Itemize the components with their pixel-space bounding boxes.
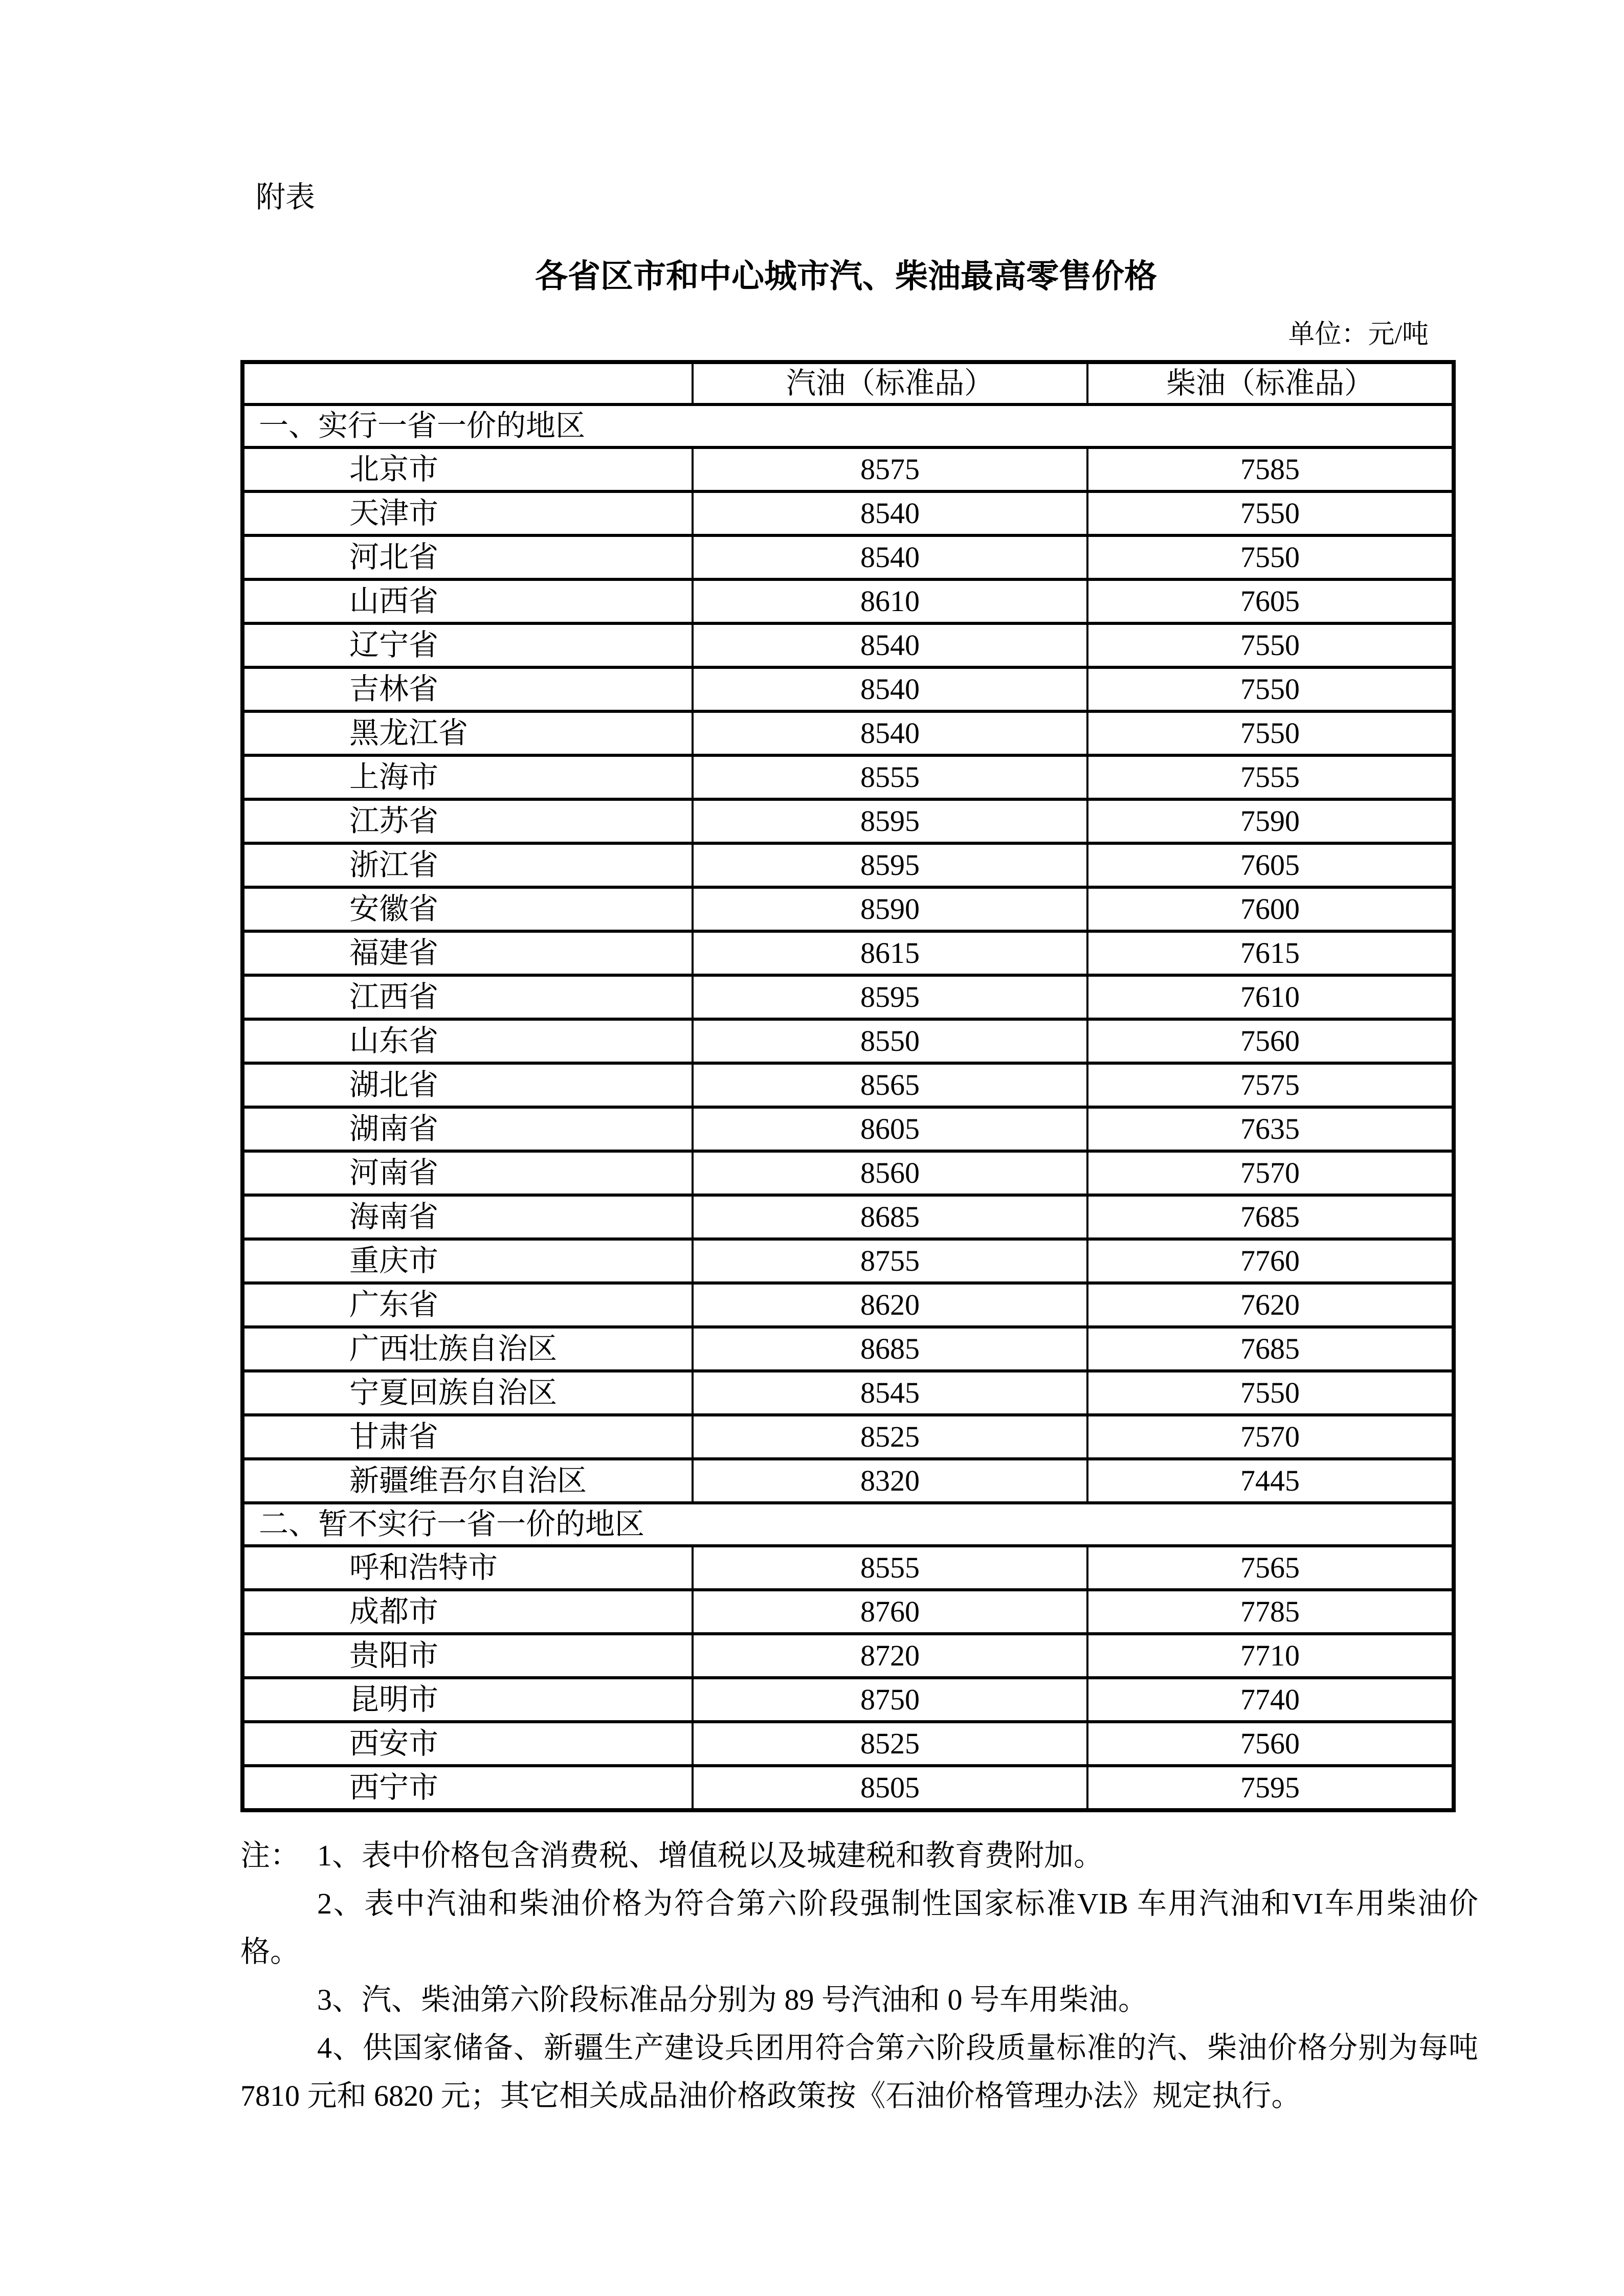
gasoline-price-cell: 8595 xyxy=(693,843,1087,887)
table-row xyxy=(242,1546,1454,1590)
region-cell: 福建省 xyxy=(242,931,693,975)
table-row xyxy=(242,1151,1454,1195)
diesel-price-cell: 7605 xyxy=(1087,843,1454,887)
gasoline-price-cell: 8605 xyxy=(693,1107,1087,1151)
note-item xyxy=(240,1832,1478,1880)
table-row xyxy=(242,1722,1454,1766)
notes-label: 注： xyxy=(240,1839,300,1872)
gasoline-price-cell: 8685 xyxy=(693,1327,1087,1371)
gasoline-price-cell: 8540 xyxy=(693,623,1087,667)
gasoline-price-cell: 8755 xyxy=(693,1239,1087,1283)
region-cell: 湖南省 xyxy=(242,1107,693,1151)
gasoline-price-cell: 8615 xyxy=(693,931,1087,975)
table-row xyxy=(242,623,1454,667)
table-row xyxy=(242,1239,1454,1283)
section-heading: 一、实行一省一价的地区 xyxy=(242,404,1454,447)
gasoline-price-cell: 8540 xyxy=(693,491,1087,535)
region-cell: 天津市 xyxy=(242,491,693,535)
gasoline-price-cell: 8550 xyxy=(693,1019,1087,1063)
gasoline-price-cell: 8540 xyxy=(693,667,1087,711)
diesel-price-cell: 7560 xyxy=(1087,1019,1454,1063)
diesel-price-cell: 7685 xyxy=(1087,1327,1454,1371)
gasoline-price-cell: 8565 xyxy=(693,1063,1087,1107)
diesel-price-cell: 7685 xyxy=(1087,1195,1454,1239)
diesel-price-cell: 7740 xyxy=(1087,1678,1454,1722)
diesel-price-cell: 7445 xyxy=(1087,1459,1454,1503)
table-row xyxy=(242,843,1454,887)
table-row xyxy=(242,1019,1454,1063)
region-cell: 成都市 xyxy=(242,1590,693,1634)
gasoline-price-cell: 8555 xyxy=(693,755,1087,799)
diesel-price-cell: 7595 xyxy=(1087,1766,1454,1810)
diesel-price-cell: 7550 xyxy=(1087,667,1454,711)
region-cell: 浙江省 xyxy=(242,843,693,887)
table-row xyxy=(242,1590,1454,1634)
table-row xyxy=(242,491,1454,535)
region-cell: 西安市 xyxy=(242,1722,693,1766)
attachment-label: 附表 xyxy=(256,181,316,214)
region-cell: 广西壮族自治区 xyxy=(242,1327,693,1371)
note-item: 3、汽、柴油第六阶段标准品分别为 89 号汽油和 0 号车用柴油。 xyxy=(317,1983,1148,2016)
diesel-price-cell: 7570 xyxy=(1087,1415,1454,1459)
region-cell: 广东省 xyxy=(242,1283,693,1327)
header-region-cell xyxy=(242,362,693,404)
notes-section xyxy=(240,1832,1478,2120)
diesel-price-cell: 7565 xyxy=(1087,1546,1454,1590)
diesel-price-cell: 7600 xyxy=(1087,887,1454,931)
region-cell: 海南省 xyxy=(242,1195,693,1239)
note-text: 1、表中价格包含消费税、增值税以及城建税和教育费附加。 xyxy=(317,1839,1104,1872)
gasoline-price-cell: 8560 xyxy=(693,1151,1087,1195)
diesel-price-cell: 7710 xyxy=(1087,1634,1454,1678)
diesel-price-cell: 7615 xyxy=(1087,931,1454,975)
table-row xyxy=(242,1678,1454,1722)
gasoline-price-cell: 8525 xyxy=(693,1415,1087,1459)
table-row xyxy=(242,711,1454,755)
region-cell: 河北省 xyxy=(242,535,693,579)
table-row xyxy=(242,1371,1454,1415)
header-diesel-cell: 柴油（标准品） xyxy=(1087,362,1454,404)
table-row xyxy=(242,799,1454,843)
gasoline-price-cell: 8610 xyxy=(693,579,1087,623)
diesel-price-cell: 7590 xyxy=(1087,799,1454,843)
table-row xyxy=(242,975,1454,1019)
diesel-price-cell: 7555 xyxy=(1087,755,1454,799)
section-heading: 二、暂不实行一省一价的地区 xyxy=(242,1503,1454,1546)
gasoline-price-cell: 8760 xyxy=(693,1590,1087,1634)
gasoline-price-cell: 8590 xyxy=(693,887,1087,931)
diesel-price-cell: 7550 xyxy=(1087,1371,1454,1415)
header-gasoline-cell: 汽油（标准品） xyxy=(693,362,1087,404)
table-row xyxy=(242,1327,1454,1371)
section-heading-row xyxy=(242,1503,1454,1546)
gasoline-price-cell: 8750 xyxy=(693,1678,1087,1722)
section-heading-row xyxy=(242,404,1454,447)
note-item: 2、表中汽油和柴油价格为符合第六阶段强制性国家标准VIB 车用汽油和VI车用柴油价格。 xyxy=(240,1887,1478,1968)
gasoline-price-cell: 8595 xyxy=(693,975,1087,1019)
note-item: 4、供国家储备、新疆生产建设兵团用符合第六阶段质量标准的汽、柴油价格分别为每吨 7810 元和 6820 元；其它相关成品油价格政策按《石油价格管理办法》规定执行。 xyxy=(240,2031,1478,2112)
gasoline-price-cell: 8540 xyxy=(693,535,1087,579)
table-row xyxy=(242,1459,1454,1503)
gasoline-price-cell: 8720 xyxy=(693,1634,1087,1678)
gasoline-price-cell: 8545 xyxy=(693,1371,1087,1415)
gasoline-price-cell: 8525 xyxy=(693,1722,1087,1766)
table-row xyxy=(242,1634,1454,1678)
diesel-price-cell: 7785 xyxy=(1087,1590,1454,1634)
diesel-price-cell: 7760 xyxy=(1087,1239,1454,1283)
region-cell: 黑龙江省 xyxy=(242,711,693,755)
table-row xyxy=(242,579,1454,623)
table-row xyxy=(242,535,1454,579)
table-row xyxy=(242,887,1454,931)
table-row xyxy=(242,447,1454,491)
diesel-price-cell: 7620 xyxy=(1087,1283,1454,1327)
region-cell: 山东省 xyxy=(242,1019,693,1063)
region-cell: 湖北省 xyxy=(242,1063,693,1107)
page-title: 各省区市和中心城市汽、柴油最高零售价格 xyxy=(535,258,1157,295)
diesel-price-cell: 7585 xyxy=(1087,447,1454,491)
region-cell: 新疆维吾尔自治区 xyxy=(242,1459,693,1503)
gasoline-price-cell: 8555 xyxy=(693,1546,1087,1590)
table-row xyxy=(242,931,1454,975)
region-cell: 辽宁省 xyxy=(242,623,693,667)
gasoline-price-cell: 8320 xyxy=(693,1459,1087,1503)
gasoline-price-cell: 8620 xyxy=(693,1283,1087,1327)
diesel-price-cell: 7560 xyxy=(1087,1722,1454,1766)
diesel-price-cell: 7610 xyxy=(1087,975,1454,1019)
region-cell: 上海市 xyxy=(242,755,693,799)
diesel-price-cell: 7570 xyxy=(1087,1151,1454,1195)
price-table-body xyxy=(242,404,1454,1810)
region-cell: 宁夏回族自治区 xyxy=(242,1371,693,1415)
region-cell: 贵阳市 xyxy=(242,1634,693,1678)
gasoline-price-cell: 8540 xyxy=(693,711,1087,755)
region-cell: 山西省 xyxy=(242,579,693,623)
region-cell: 江西省 xyxy=(242,975,693,1019)
region-cell: 昆明市 xyxy=(242,1678,693,1722)
diesel-price-cell: 7635 xyxy=(1087,1107,1454,1151)
region-cell: 吉林省 xyxy=(242,667,693,711)
diesel-price-cell: 7550 xyxy=(1087,535,1454,579)
region-cell: 甘肃省 xyxy=(242,1415,693,1459)
table-row xyxy=(242,1766,1454,1810)
diesel-price-cell: 7550 xyxy=(1087,623,1454,667)
table-row xyxy=(242,1415,1454,1459)
gasoline-price-cell: 8595 xyxy=(693,799,1087,843)
table-row xyxy=(242,1063,1454,1107)
diesel-price-cell: 7550 xyxy=(1087,711,1454,755)
region-cell: 西宁市 xyxy=(242,1766,693,1810)
gasoline-price-cell: 8685 xyxy=(693,1195,1087,1239)
region-cell: 安徽省 xyxy=(242,887,693,931)
region-cell: 呼和浩特市 xyxy=(242,1546,693,1590)
table-row xyxy=(242,755,1454,799)
table-row xyxy=(242,1195,1454,1239)
region-cell: 重庆市 xyxy=(242,1239,693,1283)
table-row xyxy=(242,1107,1454,1151)
region-cell: 北京市 xyxy=(242,447,693,491)
price-table xyxy=(240,360,1456,1812)
region-cell: 江苏省 xyxy=(242,799,693,843)
diesel-price-cell: 7605 xyxy=(1087,579,1454,623)
region-cell: 河南省 xyxy=(242,1151,693,1195)
table-row xyxy=(242,667,1454,711)
table-row xyxy=(242,1283,1454,1327)
gasoline-price-cell: 8505 xyxy=(693,1766,1087,1810)
diesel-price-cell: 7575 xyxy=(1087,1063,1454,1107)
table-header-row xyxy=(242,362,1454,404)
gasoline-price-cell: 8575 xyxy=(693,447,1087,491)
diesel-price-cell: 7550 xyxy=(1087,491,1454,535)
unit-label: 单位：元/吨 xyxy=(1288,320,1429,349)
